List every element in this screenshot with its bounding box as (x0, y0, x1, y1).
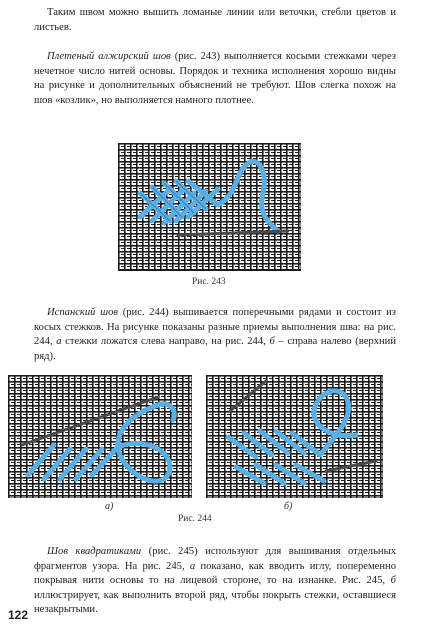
canvas-weave (118, 143, 301, 271)
paragraph-2 (34, 50, 396, 108)
paragraph-3-mark-b: б (269, 336, 275, 348)
figure-244a-label: а) (105, 501, 114, 512)
paragraph-3-text-1: (рис. 244) вышивается поперечными рядами и состоит из косых стежков. На рисунке показаны разные приемы выполнения шва: на рис. 244, (34, 307, 396, 348)
term-spanish-stitch: Испанский шов (47, 307, 119, 318)
figure-243-illustration (118, 143, 301, 271)
paragraph-3-text-3: – справа налево (верхний ряд). (34, 336, 397, 362)
paragraph-4-mark-a: а (189, 560, 196, 572)
paragraph-3-mark-a: а (56, 336, 62, 348)
paragraph-1-text: Таким швом можно вышить ломаные линии или веточки, стебли цветов и листьев. (34, 7, 396, 33)
figure-244-caption: Рис. 244 (178, 514, 212, 524)
paragraph-2-text: (рис. 243) выполняется косыми стежками через нечетное число нитей основы. Порядок и техника исполнения хорошо видны на рисунке и дополнительных объяснений не требуют. Шов слегка похож на шов «козлик», но выполняется намного плотнее. (34, 51, 396, 106)
paragraph-4 (34, 545, 396, 618)
paragraph-3-text-2: стежки ложатся слева направо, на рис. 244, (61, 336, 270, 348)
paragraph-4-text-2: показано, как вводить иглу, попеременно покрывая нити основы то на лицевой стороне, то на изнанке. Рис. 245, (34, 560, 396, 587)
paragraph-4-mark-b: б (390, 575, 396, 587)
page-number: 122 (8, 608, 29, 622)
figure-244a-illustration (8, 375, 192, 498)
figure-244b-illustration (206, 375, 383, 498)
figure-243-caption: Рис. 243 (192, 277, 226, 287)
paragraph-3 (34, 306, 396, 364)
term-square-stitch: Шов квадратиками (47, 546, 142, 557)
figure-244b-label: б) (284, 501, 293, 512)
paragraph-1 (34, 6, 396, 35)
paragraph-4-text-1: (рис. 245) используют для вышивания отдельных фрагментов узора. На рис. 245, (34, 546, 396, 572)
paragraph-4-text-3: иллюстрирует, как выполнить второй ряд, чтобы покрыть стежки, оставшиеся незакрытыми. (34, 589, 396, 616)
term-algerian-stitch: Плетеный алжирский шов (47, 51, 171, 62)
